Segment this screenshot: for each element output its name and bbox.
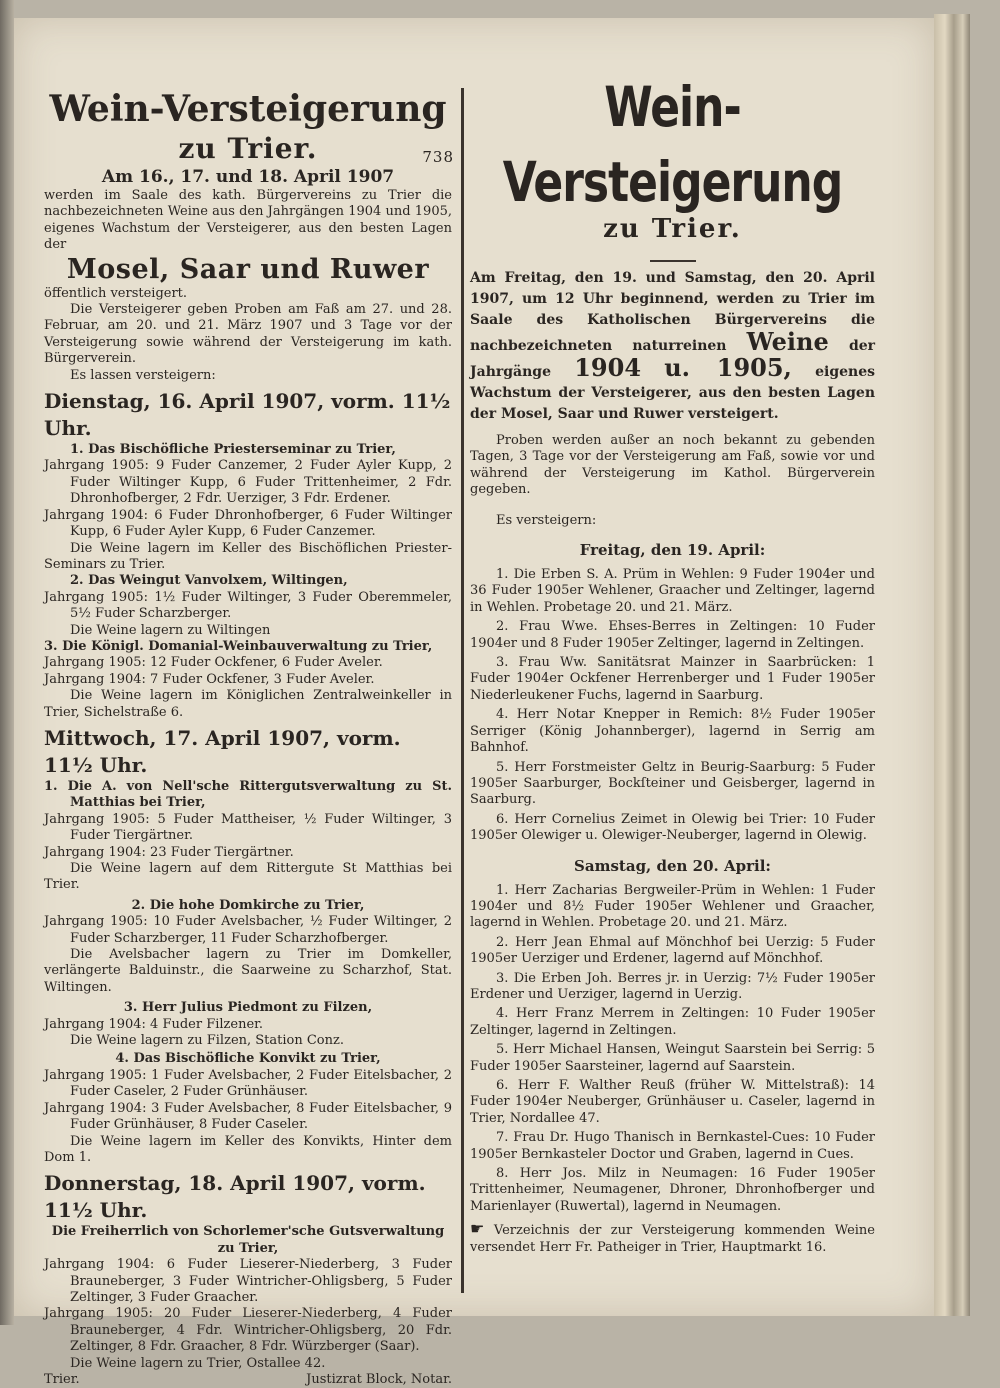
right-samples: Proben werden außer an noch bekannt zu gebenden Tagen, 3 Tage vor der Versteigerung am Faß, sowie vor und während der Versteigerung im Kathol. Bürgerverein gegeben. — [470, 433, 875, 498]
right-auction-intro: Es versteigern: — [496, 512, 597, 528]
left-title: Wein-Versteigerung — [49, 88, 447, 130]
left-dates: Am 16., 17. und 18. April 1907 — [101, 167, 395, 187]
list-item: 7. Frau Dr. Hugo Thanisch in Bernkastel-Cues: 10 Fuder 1905er Bernkasteler Doctor und Graben, lagernd in Cues. — [470, 1130, 875, 1162]
d1-2-head: 2. Das Weingut Vanvolxem, Wiltingen, — [70, 573, 348, 589]
d2-3-head: 3. Herr Julius Piedmont zu Filzen, — [123, 1000, 373, 1016]
right-intro-weine: Weine — [746, 327, 829, 356]
d2-4-y1905: Jahrgang 1905: 1 Fuder Avelsbacher, 2 Fuder Eitelsbacher, 2 Fuder Caseler, 2 Fuder Grünhäuser. — [44, 1067, 452, 1100]
list-item: 6. Herr Cornelius Zeimet in Olewig bei Trier: 10 Fuder 1905er Olewiger u. Olewiger-Neuberger, lagernd in Olewig. — [470, 811, 875, 844]
left-day1: Dienstag, 16. April 1907, vorm. 11½ Uhr. — [44, 389, 451, 441]
list-item: 8. Herr Jos. Milz in Neumagen: 16 Fuder 1905er Trittenheimer, Neumagener, Dhroner, Dhronhofberger und Marienlayer (Ruwertal), lagernd in Neumagen. — [470, 1166, 875, 1214]
d2-2-y1905: Jahrgang 1905: 10 Fuder Avelsbacher, ½ Fuder Wiltinger, 2 Fuder Scharzberger, 11 Fuder Scharzhofberger. — [44, 914, 452, 946]
right-intro-a: Am Freitag, den 19. und Samstag, den 20. April 1907, um 12 Uhr beginnend, werden zu Trier im Saale des Katholischen Bürgervereins die nachbezeichneten naturreinen — [470, 270, 875, 354]
list-item: 4. Herr Notar Knepper in Remich: 8½ Fuder 1905er Serriger (König Johannberger), lagernd in Serrig am Bahnhof. — [470, 707, 875, 756]
list-item: 2. Herr Jean Ehmal auf Mönchhof bei Uerzig: 5 Fuder 1905er Uerziger und Erdener, lagernd auf Mönchhof. — [470, 934, 875, 967]
d2-4-head: 4. Das Bischöfliche Konvikt zu Trier, — [115, 1051, 381, 1067]
list-item: 6. Herr F. Walther Reuß (früher W. Mittelstraß): 14 Fuder 1904er Neuberger, Grünhäuser u. Caseler, lagernd in Trier, Nordallee 47. — [470, 1078, 875, 1126]
list-item: 2. Frau Wwe. Ehses-Berres in Zeltingen: 10 Fuder 1904er und 8 Fuder 1905er Zeltinger, lagernd in Zeltingen. — [470, 619, 875, 651]
d1-2-y1905: Jahrgang 1905: 1½ Fuder Wiltinger, 3 Fuder Oberemmeler, 5½ Fuder Scharzberger. — [44, 589, 452, 622]
right-footer-text: Verzeichnis der zur Versteigerung kommenden Weine versendet Herr Fr. Patheiger in Trier, Hauptmarkt 16. — [470, 1223, 875, 1255]
left-day3: Donnerstag, 18. April 1907, vorm. 11½ Uhr. — [44, 1171, 426, 1223]
right-day2: Samstag, den 20. April: — [574, 856, 771, 875]
d1-1-y1905: Jahrgang 1905: 9 Fuder Canzemer, 2 Fuder Ayler Kupp, 2 Fuder Wiltinger Kupp, 6 Fuder Trittenheimer, 2 Fdr. Dhronhofberger, 2 Fdr. Uerziger, 3 Fdr. Erdener. — [44, 458, 452, 507]
right-intro-b: der Jahrgänge — [470, 338, 876, 380]
list-item: 3. Die Erben Joh. Berres jr. in Uerzig: 7½ Fuder 1905er Erdener und Uerziger, lagernd in Uerzig. — [470, 970, 875, 1002]
d2-2-head: 2. Die hohe Domkirche zu Trier, — [131, 897, 365, 913]
list-item: 1. Herr Zacharias Bergweiler-Prüm in Wehlen: 1 Fuder 1904er und 8½ Fuder 1905er Wehlener und Graacher, lagernd in Wehlen. Probetage 20. und 21. März. — [470, 882, 875, 931]
saturday-list — [470, 883, 875, 1216]
footer-place: Trier. — [44, 1371, 80, 1387]
right-divider — [650, 260, 696, 262]
right-intro-1905: u. 1905, — [664, 353, 792, 382]
d2-1-head: 1. Die A. von Nell'sche Rittergutsverwaltung zu St. Matthias bei Trier, — [44, 778, 452, 811]
pointing-hand-icon: ☛ — [470, 1219, 485, 1239]
d1-1-y1904: Jahrgang 1904: 6 Fuder Dhronhofberger, 6 Fuder Wiltinger Kupp, 6 Fuder Ayler Kupp, 6 Fuder Canzemer. — [44, 507, 452, 540]
d2-3-y1904: Jahrgang 1904: 4 Fuder Filzener. — [44, 1016, 264, 1032]
right-advertisement — [470, 78, 875, 1256]
d3-store: Die Weine lagern zu Trier, Ostallee 42. — [70, 1355, 326, 1371]
d1-3-head: 3. Die Königl. Domanial-Weinbauverwaltung zu Trier, — [44, 638, 433, 654]
d2-1-store: Die Weine lagern auf dem Rittergute St Matthias bei Trier. — [44, 861, 452, 893]
left-samples: Die Versteigerer geben Proben am Faß am 27. und 28. Februar, am 20. und 21. März 1907 und 3 Tage vor der Versteigerung sowie während der Versteigerung im kath. Bürgerverein. — [44, 302, 452, 367]
page-stack-edge — [934, 14, 970, 1316]
right-day1: Freitag, den 19. April: — [579, 541, 766, 560]
d1-3-store: Die Weine lagern im Königlichen Zentralweinkeller in Trier, Sichelstraße 6. — [44, 688, 452, 720]
list-item: 3. Frau Ww. Sanitätsrat Mainzer in Saarbrücken: 1 Fuder 1904er Ockfener Herrenberger und 1 Fuder 1905er Niederleukener Fuchs, lagernd in Saarburg. — [470, 655, 875, 703]
right-subtitle: zu Trier. — [603, 214, 742, 244]
left-advertisement — [44, 78, 452, 1388]
previous-page-edge — [0, 0, 14, 1325]
d1-1-store: Die Weine lagern im Keller des Bischöflichen Priester-Seminars zu Trier. — [44, 540, 452, 572]
column-rule — [461, 88, 464, 1293]
list-item: 5. Herr Michael Hansen, Weingut Saarstein bei Serrig: 5 Fuder 1905er Saarsteiner, lagernd auf Saarstein. — [470, 1042, 875, 1074]
d1-3-y1904: Jahrgang 1904: 7 Fuder Ockfener, 3 Fuder Aveler. — [44, 671, 375, 687]
d2-1-y1904: Jahrgang 1904: 23 Fuder Tiergärtner. — [44, 844, 294, 860]
footer-notary: Justizrat Block, Notar. — [306, 1371, 452, 1387]
d2-3-store: Die Weine lagern zu Filzen, Station Conz. — [70, 1033, 344, 1049]
d3-y1904: Jahrgang 1904: 6 Fuder Lieserer-Niederberg, 3 Fuder Brauneberger, 3 Fuder Wintricher-Ohligsberg, 5 Fuder Zeltinger, 3 Fuder Graacher. — [44, 1257, 452, 1305]
d3-head: Die Freiherrlich von Schorlemer'sche Gutsverwaltung zu Trier, — [51, 1224, 445, 1256]
right-title: Wein-Versteigerung — [502, 76, 843, 215]
newspaper-page — [14, 18, 934, 1387]
left-intro: werden im Saale des kath. Bürgervereins zu Trier die nachbezeichneten Weine aus den Jahrgängen 1904 und 1905, eigenes Wachstum der Versteigerer, aus den besten Lagen der — [44, 188, 452, 253]
right-intro — [470, 268, 875, 425]
list-item: 4. Herr Franz Merrem in Zeltingen: 10 Fuder 1905er Zeltinger, lagernd in Zeltingen. — [470, 1006, 875, 1038]
right-intro-c: eigenes Wachstum der Versteigerer, aus den besten Lagen der Mosel, Saar und Ruwer versteigert. — [470, 364, 875, 422]
left-subtitle-text: zu Trier. — [178, 132, 318, 165]
left-subtitle — [44, 132, 452, 166]
left-intro-end: öffentlich versteigert. — [44, 285, 188, 301]
left-region: Mosel, Saar und Ruwer — [66, 253, 430, 285]
list-item: 1. Die Erben S. A. Prüm in Wehlen: 9 Fuder 1904er und 36 Fuder 1905er Wehlener, Graacher und Zeltinger, lagernd in Wehlen. Probetage 20. und 21. März. — [470, 567, 875, 615]
left-footer — [44, 1372, 452, 1388]
list-item: 5. Herr Forstmeister Geltz in Beurig-Saarburg: 5 Fuder 1905er Saarburger, Bockſteiner und Geisberger, lagernd in Saarburg. — [470, 759, 875, 808]
page-number: 738 — [422, 148, 454, 166]
d1-2-store: Die Weine lagern zu Wiltingen — [70, 622, 271, 638]
d2-1-y1905: Jahrgang 1905: 5 Fuder Mattheiser, ½ Fuder Wiltinger, 3 Fuder Tiergärtner. — [44, 811, 452, 844]
d2-2-store: Die Avelsbacher lagern zu Trier im Domkeller, verlängerte Balduinstr., die Saarweine zu Scharzhof, Stat. Wiltingen. — [44, 947, 452, 995]
d3-y1905: Jahrgang 1905: 20 Fuder Lieserer-Niederberg, 4 Fuder Brauneberger, 4 Fdr. Wintricher-Ohligsberg, 20 Fdr. Zeltinger, 8 Fdr. Graacher, 8 Fdr. Würzberger (Saar). — [44, 1306, 452, 1355]
friday-list — [470, 567, 875, 845]
left-auction-intro: Es lassen versteigern: — [70, 367, 216, 383]
left-day2: Mittwoch, 17. April 1907, vorm. 11½ Uhr. — [44, 725, 401, 777]
right-intro-1904: 1904 — [574, 353, 642, 382]
d1-3-y1905: Jahrgang 1905: 12 Fuder Ockfener, 6 Fuder Aveler. — [44, 655, 383, 671]
d1-1-head: 1. Das Bischöfliche Priesterseminar zu Trier, — [70, 442, 396, 458]
d2-4-y1904: Jahrgang 1904: 3 Fuder Avelsbacher, 8 Fuder Eitelsbacher, 9 Fuder Grünhäuser, 8 Fuder Caseler. — [44, 1100, 452, 1133]
d2-4-store: Die Weine lagern im Keller des Konvikts, Hinter dem Dom 1. — [44, 1133, 452, 1165]
right-footer — [470, 1221, 875, 1256]
